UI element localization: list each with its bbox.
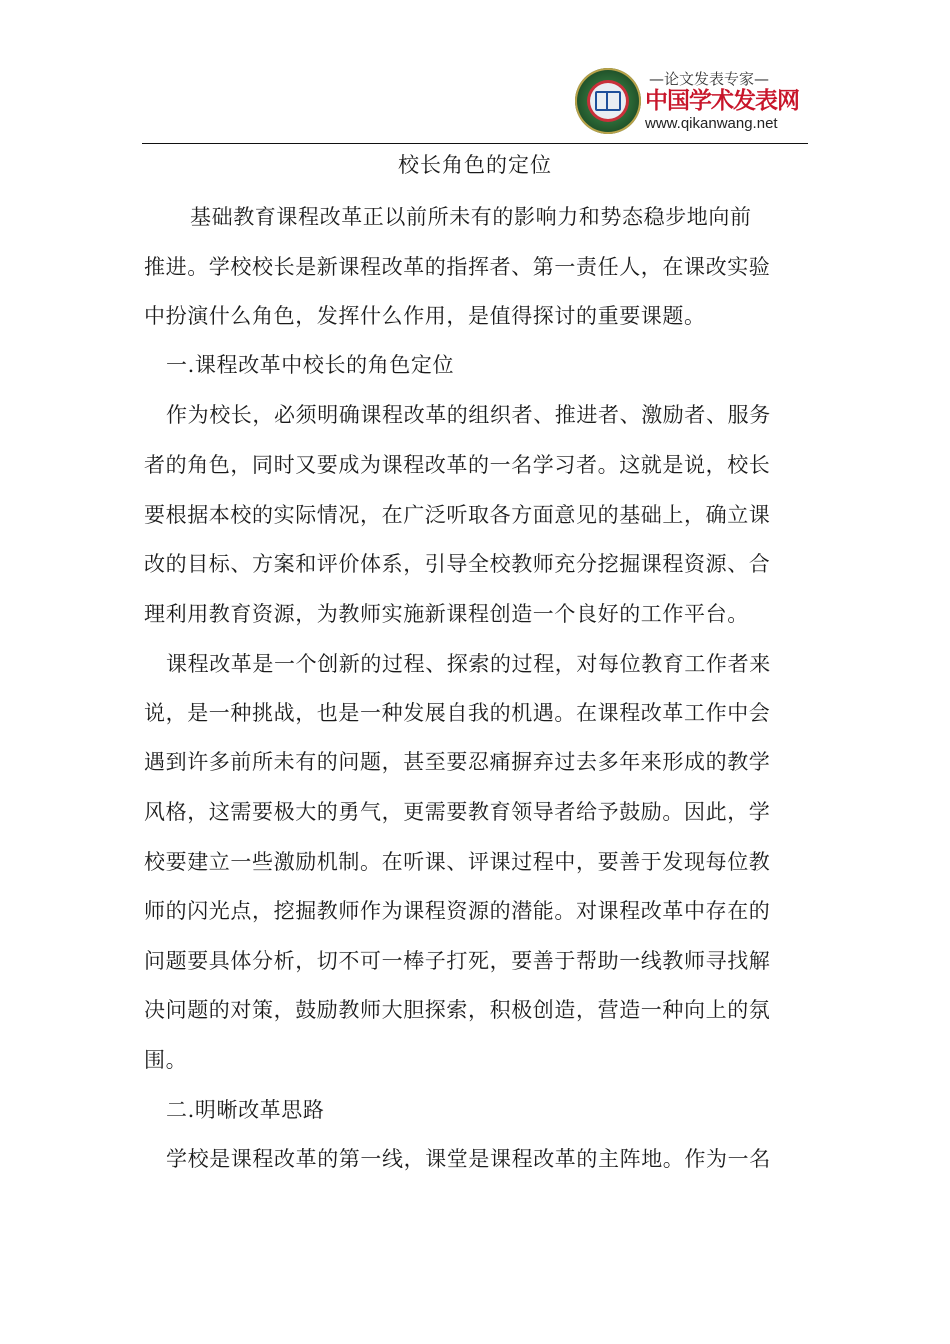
text-line: 作为校长，必须明确课程改革的组织者、推进者、激励者、服务 [166,403,771,427]
logo-url: www.qikanwang.net [645,114,778,132]
text-line: 校要建立一些激励机制。在听课、评课过程中，要善于发现每位教 [144,850,771,874]
text-line: 基础教育课程改革正以前所未有的影响力和势态稳步地向前 [190,205,752,229]
text-line: 问题要具体分析，切不可一棒子打死，要善于帮助一线教师寻找解 [144,949,771,973]
section-heading: 一.课程改革中校长的角色定位 [166,353,455,377]
text-line: 课程改革是一个创新的过程、探索的过程，对每位教育工作者来 [166,652,771,676]
text-line: 决问题的对策，鼓励教师大胆探索，积极创造，营造一种向上的氛 [144,998,771,1022]
section-heading: 二.明晰改革思路 [166,1098,325,1122]
text-line: 理利用教育资源，为教师实施新课程创造一个良好的工作平台。 [144,602,749,626]
logo-tagline: —论文发表专家— [649,69,770,88]
text-line: 要根据本校的实际情况，在广泛听取各方面意见的基础上，确立课 [144,503,771,527]
text-line: 改的目标、方案和评价体系，引导全校教师充分挖掘课程资源、合 [144,552,771,576]
text-line: 推进。学校校长是新课程改革的指挥者、第一责任人，在课改实验 [144,255,771,279]
site-logo [575,67,807,135]
text-line: 遇到许多前所未有的问题，甚至要忍痛摒弃过去多年来形成的教学 [144,750,771,774]
logo-name: 中国学术发表网 [645,87,799,114]
text-line: 说，是一种挑战，也是一种发展自我的机遇。在课程改革工作中会 [144,701,771,725]
text-line: 风格，这需要极大的勇气，更需要教育领导者给予鼓励。因此，学 [144,800,771,824]
text-line: 师的闪光点，挖掘教师作为课程资源的潜能。对课程改革中存在的 [144,899,771,923]
text-line: 围。 [144,1048,188,1072]
document-title: 校长角色的定位 [398,153,552,177]
text-line: 者的角色，同时又要成为课程改革的一名学习者。这就是说，校长 [144,453,771,477]
seal-emblem-icon [575,68,641,134]
text-line: 中扮演什么角色，发挥什么作用，是值得探讨的重要课题。 [144,304,706,328]
text-line: 学校是课程改革的第一线，课堂是课程改革的主阵地。作为一名 [166,1147,771,1171]
header-divider [142,143,808,144]
book-icon [595,91,621,111]
